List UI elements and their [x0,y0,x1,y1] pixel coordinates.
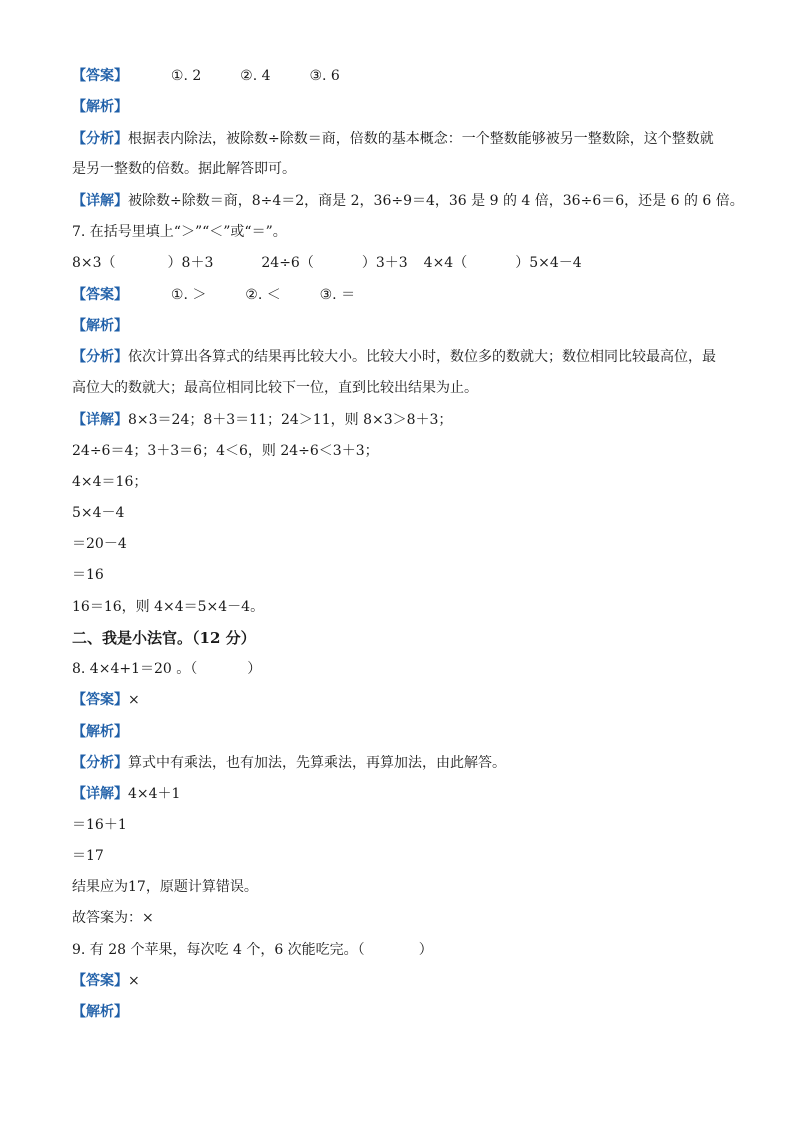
question-bracket: ） [418,942,433,958]
step-line [72,534,734,554]
conclusion-line [72,908,734,928]
step: ＝16 [72,567,104,583]
step: 24÷6＝4；3＋3＝6；4＜6，则 24÷6＜3＋3； [72,443,379,459]
fenxi-text: 依次计算出各算式的结果再比较大小。比较大小时，数位多的数就大；数位相同比较最高位，最 [128,349,716,365]
answer-tag: 【答案】 [72,68,128,84]
q7-fenxi-line [72,347,734,367]
analysis-tag: 【解析】 [72,318,128,334]
expr: ）3＋3 [361,255,408,271]
result-text: 结果应为17，原题计算错误。 [72,879,258,895]
q7-answer-line [72,285,734,305]
step: ＝16＋1 [72,817,127,833]
q7-expressions [72,253,734,273]
q6-xiangjie-line [72,191,744,211]
q8-question [72,659,734,679]
expr: 24÷6（ [261,255,314,271]
step-line [72,565,734,585]
step: 4×4＝16； [72,474,148,490]
step: 4×4＋1 [128,786,181,802]
q9-question [72,940,734,960]
fenxi-text: 算式中有乘法，也有加法，先算乘法，再算加法，由此解答。 [128,755,506,771]
q6-analysis-line [72,97,734,117]
q8-analysis-line [72,722,734,742]
answer-tag: 【答案】 [72,692,128,708]
question-text: 7. 在括号里填上“＞”“＜”或“＝”。 [72,224,287,240]
fenxi-text: 是另一整数的倍数。据此解答即可。 [72,161,296,177]
question-text: 9. 有 28 个苹果，每次吃 4 个，6 次能吃完。（ [72,942,365,958]
answer-item: ①. ＞ [170,287,207,303]
xiangjie-text: 被除数÷除数＝商，8÷4＝2，商是 2，36÷9＝4，36 是 9 的 4 倍，36÷6＝6，还是 6 的 6 倍。 [128,193,744,209]
q7-fenxi-line-2 [72,378,734,398]
fenxi-tag: 【分析】 [72,131,128,147]
answer-item: ③. ＝ [319,287,356,303]
fenxi-tag: 【分析】 [72,349,128,365]
q9-analysis-line [72,1002,734,1022]
answer-item: ②. ＜ [245,287,281,303]
fenxi-tag: 【分析】 [72,755,128,771]
xiangjie-tag: 【详解】 [72,193,128,209]
q6-answer-line [72,66,734,86]
step: 16＝16，则 4×4＝5×4－4。 [72,599,265,615]
step: 5×4－4 [72,505,125,521]
step-line [72,472,734,492]
q6-fenxi-line-2 [72,159,734,179]
section-title: 二、我是小法官。（12 分） [72,629,256,647]
expr: 4×4（ [423,255,468,271]
step: ＝20－4 [72,536,127,552]
q8-fenxi-line [72,753,734,773]
conclusion-text: 故答案为：× [72,910,154,926]
step-line [72,846,734,866]
analysis-tag: 【解析】 [72,1004,128,1020]
q7-analysis-line [72,316,734,336]
section-heading [72,628,734,648]
analysis-tag: 【解析】 [72,724,128,740]
q9-answer-line [72,971,734,991]
step-line [72,815,734,835]
q8-xiangjie-line [72,784,734,804]
step-line [72,503,734,523]
step-line [72,597,734,617]
answer-item: × [128,692,140,708]
q8-answer-line [72,690,734,710]
expr: ）8＋3 [167,255,214,271]
step: 8×3＝24；8＋3＝11；24＞11，则 8×3＞8＋3； [128,412,453,428]
answer-item: ②. 4 [240,68,271,84]
q6-fenxi-line [72,129,734,149]
xiangjie-tag: 【详解】 [72,786,128,802]
answer-item: ③. 6 [309,68,340,84]
question-bracket: ） [247,661,262,677]
answer-item: ①. 2 [170,68,202,84]
answer-item: × [128,973,140,989]
result-line [72,877,734,897]
q7-xiangjie-line [72,410,734,430]
step-line [72,441,734,461]
expr: 8×3（ [72,255,116,271]
question-text: 8. 4×4+1＝20 。（ [72,661,198,677]
q7-question [72,222,734,242]
answer-tag: 【答案】 [72,973,128,989]
step: ＝17 [72,848,104,864]
analysis-tag: 【解析】 [72,99,128,115]
xiangjie-tag: 【详解】 [72,412,128,428]
answer-tag: 【答案】 [72,287,128,303]
fenxi-text: 根据表内除法，被除数÷除数＝商，倍数的基本概念：一个整数能够被另一整数除，这个整数就 [128,131,714,147]
expr: ）5×4－4 [515,255,582,271]
fenxi-text: 高位大的数就大；最高位相同比较下一位，直到比较出结果为止。 [72,380,478,396]
